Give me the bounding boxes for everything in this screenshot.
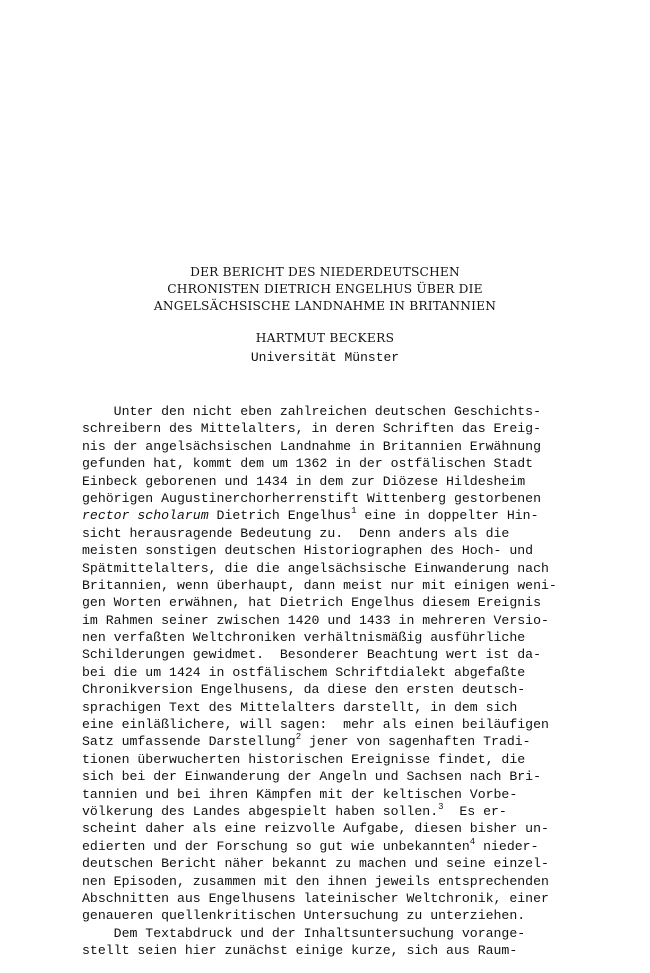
text-line: sich bei der Einwanderung der Angeln und Sachsen nach Bri- (82, 769, 541, 785)
text-line: Spätmittelalters, die die angelsächsische Einwanderung nach (82, 560, 549, 576)
article-title (0, 264, 650, 315)
text-line: im Rahmen seiner zwischen 1420 und 1433 in mehreren Versio- (82, 612, 549, 628)
text-line (82, 507, 582, 524)
footnote-marker: 4 (469, 836, 476, 847)
title-line: CHRONISTEN DIETRICH ENGELHUS ÜBER DIE (167, 282, 483, 296)
author-affiliation: Universität Münster (250, 350, 400, 365)
text-line: deutschen Bericht näher bekannt zu machen und seine einzel- (82, 856, 549, 872)
text-span: völkerung des Landes abgespielt haben sollen. (82, 803, 439, 819)
text-line: Britannien, wenn überhaupt, dann meist nur mit einigen weni- (82, 577, 557, 593)
text-line: Chronikversion Engelhusens, da diese den ersten deutsch- (82, 682, 526, 698)
italic-term: rector scholarum (82, 508, 209, 524)
text-line: gen Worten erwähnen, hat Dietrich Engelhus diesem Ereignis (82, 595, 541, 611)
text-line: Einbeck geborenen und 1434 in dem zur Diözese Hildesheim (82, 473, 526, 489)
text-line: genaueren quellenkritischen Untersuchung zu unterziehen. (82, 908, 526, 924)
author-name: HARTMUT BECKERS (255, 331, 395, 345)
text-span: Es er- (443, 803, 507, 819)
text-span: jener von sagenhaften Tradi- (301, 734, 531, 750)
text-line (82, 803, 582, 820)
text-line: gefunden hat, kommt dem um 1362 in der ostfälischen Stadt (82, 456, 534, 472)
text-line: sprachigen Text des Mittelalters darstellt, in dem sich (82, 699, 518, 715)
text-line: sicht herausragende Bedeutung zu. Denn anders als die (82, 525, 510, 541)
text-line: gehörigen Augustinerchorherrenstift Wittenberg gestorbenen (82, 490, 541, 506)
text-line: nis der angelsächsischen Landnahme in Britannien Erwähnung (82, 438, 541, 454)
text-span: eine in doppelter Hin- (356, 508, 539, 524)
text-line: Dem Textabdruck und der Inhaltsuntersuchung vorange- (82, 925, 526, 941)
text-line: tannien und bei ihren Kämpfen mit der keltischen Vorbe- (82, 786, 518, 802)
text-span: Satz umfassende Darstellung (82, 734, 296, 750)
text-line: Unter den nicht eben zahlreichen deutschen Geschichts- (82, 404, 541, 419)
text-line (82, 838, 582, 855)
footnote-marker: 2 (295, 732, 302, 743)
text-line: tionen überwucherten historischen Ereignisse findet, die (82, 751, 526, 767)
text-line: schreibern des Mittelalters, in deren Schriften das Ereig- (82, 421, 541, 437)
footnote-marker: 1 (351, 506, 357, 517)
text-line: eine einläßlichere, will sagen: mehr als einen beiläufigen (82, 717, 549, 733)
text-span: edierten und der Forschung so gut wie unbekannten (82, 838, 470, 854)
footnote-marker: 3 (438, 801, 444, 812)
text-line (82, 733, 582, 750)
text-line: Abschnitten aus Engelhusens lateinischer Weltchronik, einer (82, 890, 549, 906)
text-line: nen verfaßten Weltchroniken verhältnismäßig ausführliche (82, 630, 526, 646)
title-line: ANGELSÄCHSISCHE LANDNAHME IN BRITANNIEN (153, 299, 497, 313)
text-span: Dietrich Engelhus (208, 508, 352, 524)
body-text (82, 403, 582, 960)
title-line: DER BERICHT DES NIEDERDEUTSCHEN (190, 265, 460, 279)
text-line: Schilderungen gewidmet. Besonderer Beachtung wert ist da- (82, 647, 541, 663)
text-span: nieder- (475, 838, 539, 854)
text-line: scheint daher als eine reizvolle Aufgabe, diesen bisher un- (82, 821, 549, 837)
text-line: meisten sonstigen deutschen Historiographen des Hoch- und (82, 543, 534, 559)
text-line: nen Episoden, zusammen mit den ihnen jeweils entsprechenden (82, 873, 549, 889)
text-line: stellt seien hier zunächst einige kurze, sich aus Raum- (82, 943, 518, 959)
text-line: bei die um 1424 in ostfälischem Schriftdialekt abgefaßte (82, 664, 526, 680)
